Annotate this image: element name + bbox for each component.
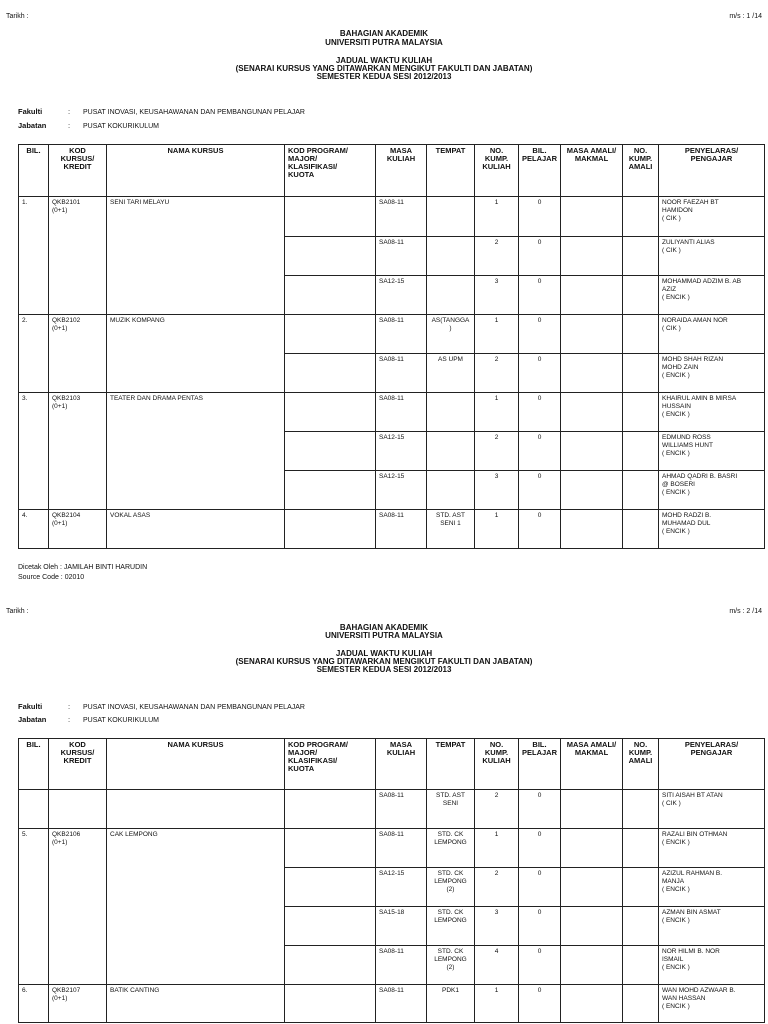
penyelaras-cell: NOR HILMI B. NOR ISMAIL ( ENCIK ): [659, 946, 765, 985]
kod-kursus-cell: [49, 907, 107, 946]
masa-amali-cell: [561, 315, 623, 354]
bil-cell: 1.: [19, 197, 49, 237]
col-nama-kursus-header: NAMA KURSUS: [107, 739, 285, 790]
col-no-kump-amali-header: NO. KUMP. AMALI: [623, 145, 659, 197]
tempat-cell: [427, 276, 475, 315]
tempat-cell: [427, 237, 475, 276]
kod-program-cell: [285, 354, 376, 393]
jabatan-row: [18, 120, 159, 132]
kod-kursus-cell: [49, 868, 107, 907]
col-bil-pelajar-header: BIL. PELAJAR: [519, 739, 561, 790]
bil-pelajar-cell: 0: [519, 510, 561, 549]
bil-cell: [19, 276, 49, 315]
no-kump-amali-cell: [623, 510, 659, 549]
no-kump-amali-cell: [623, 868, 659, 907]
masa-kuliah-cell: SA08-11: [376, 985, 427, 1023]
tempat-cell: STD. AST SENI: [427, 790, 475, 829]
tempat-cell: [427, 432, 475, 471]
bil-cell: 6.: [19, 985, 49, 1023]
nama-kursus-cell: SENI TARI MELAYU: [107, 197, 285, 237]
no-kump-kuliah-cell: 1: [475, 315, 519, 354]
jabatan-value: PUSAT KOKURIKULUM: [83, 123, 159, 130]
no-kump-amali-cell: [623, 432, 659, 471]
col-no-kump-kuliah-header: NO. KUMP. KULIAH: [475, 145, 519, 197]
nama-kursus-cell: [107, 868, 285, 907]
no-kump-amali-cell: [623, 315, 659, 354]
bil-pelajar-cell: 0: [519, 907, 561, 946]
tarikh-label: Tarikh :: [6, 608, 29, 615]
bil-cell: [19, 432, 49, 471]
table-row: [19, 907, 765, 946]
tempat-cell: [427, 471, 475, 510]
bil-cell: 2.: [19, 315, 49, 354]
no-kump-kuliah-cell: 1: [475, 985, 519, 1023]
colon: :: [68, 121, 71, 130]
bil-pelajar-cell: 0: [519, 393, 561, 432]
kod-program-cell: [285, 432, 376, 471]
fakulti-value: PUSAT INOVASI, KEUSAHAWANAN DAN PEMBANGUNAN PELAJAR: [83, 109, 305, 116]
penyelaras-cell: NOOR FAEZAH BT HAMIDON ( CIK ): [659, 197, 765, 237]
masa-amali-cell: [561, 510, 623, 549]
fakulti-value: PUSAT INOVASI, KEUSAHAWANAN DAN PEMBANGUNAN PELAJAR: [83, 704, 305, 711]
no-kump-amali-cell: [623, 237, 659, 276]
header-line-3: JADUAL WAKTU KULIAH: [335, 649, 433, 658]
col-bil-pelajar-header: BIL. PELAJAR: [519, 145, 561, 197]
header-line-5: SEMESTER KEDUA SESI 2012/2013: [316, 72, 452, 81]
kod-kursus-cell: [49, 354, 107, 393]
table-row: [19, 829, 765, 868]
header-line-2: UNIVERSITI PUTRA MALAYSIA: [325, 631, 443, 640]
penyelaras-cell: KHAIRUL AMIN B MIRSA HUSSAIN ( ENCIK ): [659, 393, 765, 432]
masa-amali-cell: [561, 197, 623, 237]
header-line-4: (SENARAI KURSUS YANG DITAWARKAN MENGIKUT FAKULTI DAN JABATAN): [235, 657, 533, 666]
no-kump-amali-cell: [623, 946, 659, 985]
col-masa-amali-header: MASA AMALI/ MAKMAL: [561, 145, 623, 197]
table-row: [19, 197, 765, 237]
jabatan-label: Jabatan: [18, 715, 47, 724]
kod-kursus-cell: [49, 946, 107, 985]
col-masa-amali-header: MASA AMALI/ MAKMAL: [561, 739, 623, 790]
tempat-cell: AS(TANGGA ): [427, 315, 475, 354]
no-kump-amali-cell: [623, 393, 659, 432]
bil-cell: [19, 868, 49, 907]
table-row: [19, 354, 765, 393]
table-row: [19, 237, 765, 276]
colon: :: [68, 107, 71, 116]
masa-amali-cell: [561, 276, 623, 315]
header-line-3: JADUAL WAKTU KULIAH: [335, 56, 433, 65]
jabatan-row: [18, 714, 159, 726]
tempat-cell: STD. CK LEMPONG (2): [427, 946, 475, 985]
header-line-1: BAHAGIAN AKADEMIK: [339, 29, 429, 38]
tempat-cell: AS UPM: [427, 354, 475, 393]
kod-kursus-cell: QKB2104 (0+1): [49, 510, 107, 549]
kod-program-cell: [285, 315, 376, 354]
penyelaras-cell: EDMUND ROSS WILLIAMS HUNT ( ENCIK ): [659, 432, 765, 471]
kod-program-cell: [285, 276, 376, 315]
no-kump-amali-cell: [623, 197, 659, 237]
masa-amali-cell: [561, 829, 623, 868]
col-masa-kuliah-header: MASA KULIAH: [376, 145, 427, 197]
table-row: [19, 471, 765, 510]
bil-pelajar-cell: 0: [519, 354, 561, 393]
table-row: [19, 946, 765, 985]
bil-pelajar-cell: 0: [519, 946, 561, 985]
masa-amali-cell: [561, 471, 623, 510]
nama-kursus-cell: MUZIK KOMPANG: [107, 315, 285, 354]
schedule-table: [18, 144, 765, 549]
nama-kursus-cell: [107, 432, 285, 471]
header-row: [19, 145, 765, 197]
nama-kursus-cell: [107, 471, 285, 510]
table-row: [19, 315, 765, 354]
col-tempat-header: TEMPAT: [427, 145, 475, 197]
penyelaras-cell: RAZALI BIN OTHMAN ( ENCIK ): [659, 829, 765, 868]
masa-amali-cell: [561, 432, 623, 471]
penyelaras-cell: ZULIYANTI ALIAS ( CIK ): [659, 237, 765, 276]
tarikh-label: Tarikh :: [6, 13, 29, 20]
fakulti-row: [18, 701, 305, 713]
tempat-cell: PDK1: [427, 985, 475, 1023]
col-kod-kursus-header: KOD KURSUS/ KREDIT: [49, 739, 107, 790]
bil-pelajar-cell: 0: [519, 985, 561, 1023]
nama-kursus-cell: CAK LEMPONG: [107, 829, 285, 868]
masa-kuliah-cell: SA08-11: [376, 393, 427, 432]
masa-kuliah-cell: SA12-15: [376, 276, 427, 315]
bil-cell: 3.: [19, 393, 49, 432]
kod-program-cell: [285, 237, 376, 276]
nama-kursus-cell: [107, 276, 285, 315]
col-kod-kursus-header: KOD KURSUS/ KREDIT: [49, 145, 107, 197]
masa-kuliah-cell: SA08-11: [376, 237, 427, 276]
bil-pelajar-cell: 0: [519, 829, 561, 868]
no-kump-kuliah-cell: 2: [475, 354, 519, 393]
table-row: [19, 985, 765, 1023]
no-kump-amali-cell: [623, 276, 659, 315]
masa-kuliah-cell: SA08-11: [376, 946, 427, 985]
header-line-2: UNIVERSITI PUTRA MALAYSIA: [325, 38, 443, 47]
masa-amali-cell: [561, 790, 623, 829]
masa-amali-cell: [561, 354, 623, 393]
no-kump-amali-cell: [623, 471, 659, 510]
no-kump-kuliah-cell: 4: [475, 946, 519, 985]
kod-program-cell: [285, 790, 376, 829]
col-penyelaras-header: PENYELARAS/ PENGAJAR: [659, 145, 765, 197]
penyelaras-cell: AZIZUL RAHMAN B. MANJA ( ENCIK ): [659, 868, 765, 907]
kod-program-cell: [285, 868, 376, 907]
page-number: m/s : 2 /14: [729, 608, 762, 615]
kod-program-cell: [285, 510, 376, 549]
no-kump-kuliah-cell: 1: [475, 197, 519, 237]
table-row: [19, 868, 765, 907]
no-kump-amali-cell: [623, 790, 659, 829]
nama-kursus-cell: BATIK CANTING: [107, 985, 285, 1023]
col-no-kump-kuliah-header: NO. KUMP. KULIAH: [475, 739, 519, 790]
kod-program-cell: [285, 471, 376, 510]
fakulti-label: Fakulti: [18, 107, 43, 116]
no-kump-kuliah-cell: 3: [475, 907, 519, 946]
kod-program-cell: [285, 907, 376, 946]
kod-kursus-cell: [49, 276, 107, 315]
kod-kursus-cell: [49, 790, 107, 829]
no-kump-amali-cell: [623, 354, 659, 393]
no-kump-kuliah-cell: 2: [475, 432, 519, 471]
header-line-1: BAHAGIAN AKADEMIK: [339, 623, 429, 632]
nama-kursus-cell: [107, 946, 285, 985]
masa-amali-cell: [561, 237, 623, 276]
nama-kursus-cell: TEATER DAN DRAMA PENTAS: [107, 393, 285, 432]
penyelaras-cell: NORAIDA AMAN NOR ( CIK ): [659, 315, 765, 354]
no-kump-amali-cell: [623, 985, 659, 1023]
table-row: [19, 432, 765, 471]
nama-kursus-cell: [107, 237, 285, 276]
col-penyelaras-header: PENYELARAS/ PENGAJAR: [659, 739, 765, 790]
table-row: [19, 393, 765, 432]
bil-pelajar-cell: 0: [519, 315, 561, 354]
penyelaras-cell: SITI AISAH BT ATAN ( CIK ): [659, 790, 765, 829]
no-kump-kuliah-cell: 1: [475, 829, 519, 868]
colon: :: [68, 715, 71, 724]
table-row: [19, 790, 765, 829]
tempat-cell: STD. AST SENI 1: [427, 510, 475, 549]
bil-cell: [19, 790, 49, 829]
footer: [18, 563, 147, 583]
kod-kursus-cell: [49, 471, 107, 510]
kod-kursus-cell: QKB2107 (0+1): [49, 985, 107, 1023]
col-tempat-header: TEMPAT: [427, 739, 475, 790]
bil-cell: [19, 471, 49, 510]
nama-kursus-cell: [107, 907, 285, 946]
nama-kursus-cell: [107, 354, 285, 393]
bil-cell: [19, 237, 49, 276]
fakulti-row: [18, 106, 305, 118]
header-row: [19, 739, 765, 790]
kod-kursus-cell: QKB2103 (0+1): [49, 393, 107, 432]
table-row: [19, 276, 765, 315]
no-kump-kuliah-cell: 2: [475, 237, 519, 276]
masa-kuliah-cell: SA12-15: [376, 432, 427, 471]
bil-pelajar-cell: 0: [519, 237, 561, 276]
table-row: [19, 510, 765, 549]
tempat-cell: STD. CK LEMPONG: [427, 907, 475, 946]
header-line-4: (SENARAI KURSUS YANG DITAWARKAN MENGIKUT FAKULTI DAN JABATAN): [235, 64, 533, 73]
header-line-5: SEMESTER KEDUA SESI 2012/2013: [316, 665, 452, 674]
penyelaras-cell: AHMAD QADRI B. BASRI @ BOSERI ( ENCIK ): [659, 471, 765, 510]
jabatan-label: Jabatan: [18, 121, 47, 130]
bil-cell: [19, 907, 49, 946]
tempat-cell: STD. CK LEMPONG: [427, 829, 475, 868]
col-nama-kursus-header: NAMA KURSUS: [107, 145, 285, 197]
bil-pelajar-cell: 0: [519, 790, 561, 829]
kod-program-cell: [285, 829, 376, 868]
source-code: Source Code : 02010: [18, 574, 85, 581]
kod-kursus-cell: [49, 237, 107, 276]
masa-amali-cell: [561, 946, 623, 985]
bil-pelajar-cell: 0: [519, 276, 561, 315]
penyelaras-cell: MOHD SHAH RIZAN MOHD ZAIN ( ENCIK ): [659, 354, 765, 393]
masa-kuliah-cell: SA08-11: [376, 315, 427, 354]
masa-kuliah-cell: SA08-11: [376, 790, 427, 829]
col-kod-program-header: KOD PROGRAM/ MAJOR/ KLASIFIKASI/ KUOTA: [285, 145, 376, 197]
no-kump-kuliah-cell: 3: [475, 276, 519, 315]
col-bil-header: BIL.: [19, 145, 49, 197]
masa-amali-cell: [561, 868, 623, 907]
kod-kursus-cell: QKB2101 (0+1): [49, 197, 107, 237]
kod-program-cell: [285, 946, 376, 985]
fakulti-label: Fakulti: [18, 702, 43, 711]
kod-program-cell: [285, 985, 376, 1023]
page-number: m/s : 1 /14: [729, 13, 762, 20]
col-masa-kuliah-header: MASA KULIAH: [376, 739, 427, 790]
bil-pelajar-cell: 0: [519, 432, 561, 471]
masa-kuliah-cell: SA12-15: [376, 471, 427, 510]
col-kod-program-header: KOD PROGRAM/ MAJOR/ KLASIFIKASI/ KUOTA: [285, 739, 376, 790]
bil-cell: [19, 354, 49, 393]
masa-kuliah-cell: SA08-11: [376, 829, 427, 868]
bil-pelajar-cell: 0: [519, 868, 561, 907]
penyelaras-cell: AZMAN BIN ASMAT ( ENCIK ): [659, 907, 765, 946]
no-kump-kuliah-cell: 2: [475, 790, 519, 829]
nama-kursus-cell: VOKAL ASAS: [107, 510, 285, 549]
bil-cell: 4.: [19, 510, 49, 549]
tempat-cell: STD. CK LEMPONG (2): [427, 868, 475, 907]
tempat-cell: [427, 197, 475, 237]
no-kump-kuliah-cell: 2: [475, 868, 519, 907]
nama-kursus-cell: [107, 790, 285, 829]
kod-program-cell: [285, 393, 376, 432]
masa-kuliah-cell: SA08-11: [376, 510, 427, 549]
no-kump-amali-cell: [623, 907, 659, 946]
masa-kuliah-cell: SA15-18: [376, 907, 427, 946]
col-no-kump-amali-header: NO. KUMP. AMALI: [623, 739, 659, 790]
masa-amali-cell: [561, 393, 623, 432]
masa-kuliah-cell: SA08-11: [376, 354, 427, 393]
no-kump-kuliah-cell: 1: [475, 510, 519, 549]
kod-kursus-cell: [49, 432, 107, 471]
kod-kursus-cell: QKB2102 (0+1): [49, 315, 107, 354]
tempat-cell: [427, 393, 475, 432]
col-bil-header: BIL.: [19, 739, 49, 790]
no-kump-amali-cell: [623, 829, 659, 868]
printed-by: Dicetak Oleh : JAMILAH BINTI HARUDIN: [18, 564, 148, 571]
penyelaras-cell: WAN MOHD AZWAAR B. WAN HASSAN ( ENCIK ): [659, 985, 765, 1023]
bil-cell: 5.: [19, 829, 49, 868]
no-kump-kuliah-cell: 1: [475, 393, 519, 432]
no-kump-kuliah-cell: 3: [475, 471, 519, 510]
bil-pelajar-cell: 0: [519, 197, 561, 237]
bil-cell: [19, 946, 49, 985]
bil-pelajar-cell: 0: [519, 471, 561, 510]
kod-program-cell: [285, 197, 376, 237]
masa-amali-cell: [561, 907, 623, 946]
penyelaras-cell: MOHD RADZI B. MUHAMAD DUL ( ENCIK ): [659, 510, 765, 549]
colon: :: [68, 702, 71, 711]
masa-kuliah-cell: SA12-15: [376, 868, 427, 907]
masa-amali-cell: [561, 985, 623, 1023]
penyelaras-cell: MOHAMMAD ADZIM B. AB AZIZ ( ENCIK ): [659, 276, 765, 315]
kod-kursus-cell: QKB2106 (0+1): [49, 829, 107, 868]
schedule-table: [18, 738, 765, 1023]
masa-kuliah-cell: SA08-11: [376, 197, 427, 237]
jabatan-value: PUSAT KOKURIKULUM: [83, 717, 159, 724]
